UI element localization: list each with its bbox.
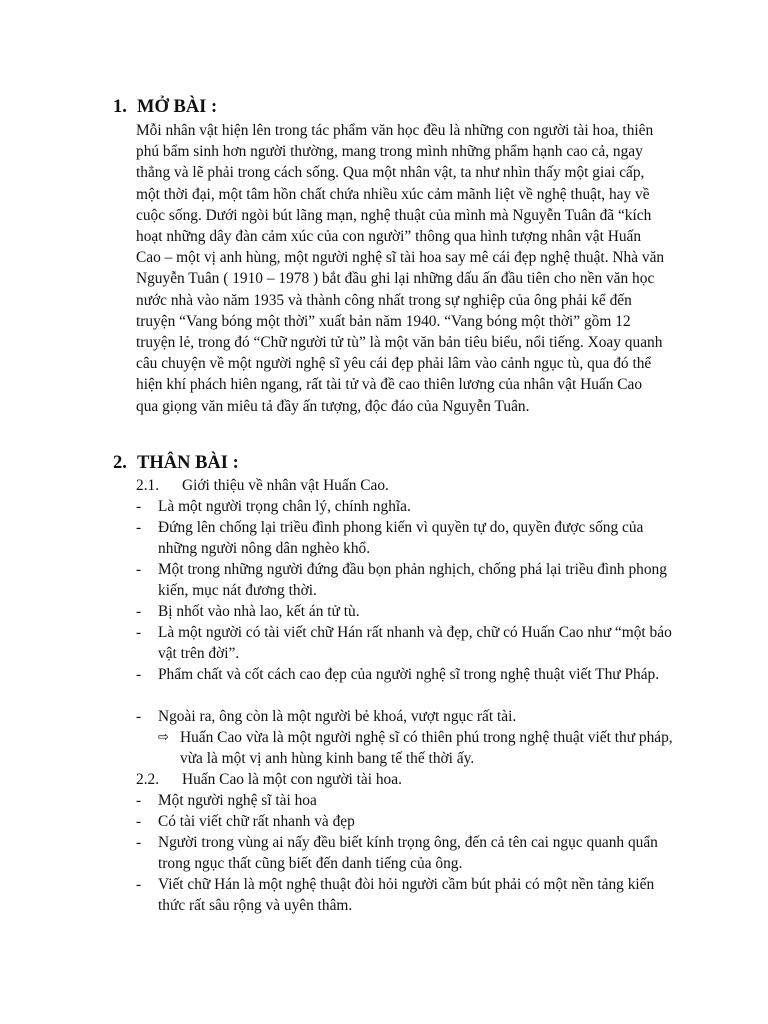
list-item: [136, 559, 676, 601]
list-item-text: Một người nghệ sĩ tài hoa: [158, 792, 317, 809]
bullet-dash: -: [136, 624, 142, 641]
bullet-dash: -: [136, 708, 142, 725]
bullet-dash: -: [136, 813, 142, 830]
list-item: [136, 706, 676, 727]
section-number: 1.: [113, 97, 127, 117]
subsection-title: Huấn Cao là một con người tài hoa.: [182, 771, 402, 788]
conclusion-arrow-item: [158, 727, 678, 769]
list-item-text: Một trong những người đứng đầu bọn phản nghịch, chống phá lại triều đình phong kiến, mục nát đương thời.: [158, 561, 667, 600]
section-heading-mo-bai: [113, 96, 217, 118]
list-item-text: Đứng lên chống lại triều đình phong kiến vì quyền tự do, quyền được sống của những người nông dân nghèo khổ.: [158, 519, 644, 558]
subsection-title: Giới thiệu về nhân vật Huấn Cao.: [182, 477, 389, 494]
list-item: [136, 790, 676, 811]
list-item: [136, 601, 676, 622]
list-item-text: Là một người có tài viết chữ Hán rất nhanh và đẹp, chữ có Huấn Cao như “một báo vật trên đời”.: [158, 624, 672, 663]
list-item: [136, 622, 676, 664]
bullet-dash: -: [136, 834, 142, 851]
bullet-dash: -: [136, 561, 142, 578]
bullet-dash: -: [136, 498, 142, 515]
intro-paragraph: Mỗi nhân vật hiện lên trong tác phẩm văn học đều là những con người tài hoa, thiên phú bẩm sinh hơn người thường, mang trong mình những phẩm hạnh cao cả, ngay thẳng và lẽ phải trong cách sống. Qua một nhân vật, ta như nhìn thấy một giai cấp, một thời đại, một tâm hồn chất chứa nhiều xúc cảm mãnh liệt về nghệ thuật, hay về cuộc sống. Dưới ngòi bút lãng mạn, nghệ thuật của mình mà Nguyễn Tuân đã “kích hoạt những dây đàn cảm xúc của con người” thông qua hình tượng nhân vật Huấn Cao – một vị anh hùng, một người nghệ sĩ tài hoa say mê cái đẹp nghệ thuật. Nhà văn Nguyễn Tuân ( 1910 – 1978 ) bắt đầu ghi lại những dấu ấn đầu tiên cho nền văn học nước nhà vào năm 1935 và thành công nhất trong sự nghiệp của ông phải kể đến truyện “Vang bóng một thời” xuất bản năm 1940. “Vang bóng một thời” gồm 12 truyện lẻ, trong đó “Chữ người tử tù” là một văn bản tiêu biểu, nổi tiếng. Xoay quanh câu chuyện về một người nghệ sĩ yêu cái đẹp phải lâm vào cảnh ngục tù, qua đó thể hiện khí phách hiên ngang, rất tài tử và đề cao thiên lương của nhân vật Huấn Cao qua giọng văn miêu tả đầy ấn tượng, độc đáo của Nguyễn Tuân.: [136, 122, 665, 415]
list-item: [136, 496, 676, 517]
section-heading-than-bai: [113, 452, 239, 474]
list-item-text: Phẩm chất và cốt cách cao đẹp của người nghệ sĩ trong nghệ thuật viết Thư Pháp.: [158, 666, 660, 683]
subsection-number: 2.2.: [136, 771, 160, 788]
bullet-dash: -: [136, 792, 142, 809]
subsection-number: 2.1.: [136, 477, 160, 494]
conclusion-text: Huấn Cao vừa là một người nghệ sĩ có thiên phú trong nghệ thuật viết thư pháp, vừa là một vị anh hùng kinh bang tế thế thời ấy.: [180, 729, 673, 768]
list-item: [136, 517, 676, 559]
section-number: 2.: [113, 453, 127, 473]
list-item-text: Bị nhốt vào nhà lao, kết án tử tù.: [158, 603, 360, 620]
bullet-dash: -: [136, 603, 142, 620]
list-item: [136, 811, 676, 832]
bullet-dash: -: [136, 666, 142, 683]
list-item-text: Có tài viết chữ rất nhanh và đẹp: [158, 813, 355, 830]
list-item: [136, 832, 676, 874]
list-item: [136, 874, 676, 916]
subsection-heading-2-1: [136, 475, 676, 496]
section-title: MỞ BÀI :: [137, 97, 218, 117]
list-item-text: Ngoài ra, ông còn là một người bẻ khoá, vượt ngục rất tài.: [158, 708, 517, 725]
list-item-text: Là một người trọng chân lý, chính nghĩa.: [158, 498, 411, 515]
bullet-dash: -: [136, 876, 142, 893]
bullet-dash: -: [136, 519, 142, 536]
arrow-right-icon: ⇨: [158, 730, 169, 745]
list-item-text: Viết chữ Hán là một nghệ thuật đòi hỏi người cầm bút phải có một nền tảng kiến thức rất sâu rộng và uyên thâm.: [158, 876, 655, 915]
subsection-heading-2-2: [136, 769, 676, 790]
list-item-text: Người trong vùng ai nấy đều biết kính trọng ông, đến cả tên cai ngục quanh quẩn trong ngục thất cũng biết đến danh tiếng của ông.: [158, 834, 658, 873]
section-title: THÂN BÀI :: [137, 453, 239, 473]
list-item: [136, 664, 676, 685]
